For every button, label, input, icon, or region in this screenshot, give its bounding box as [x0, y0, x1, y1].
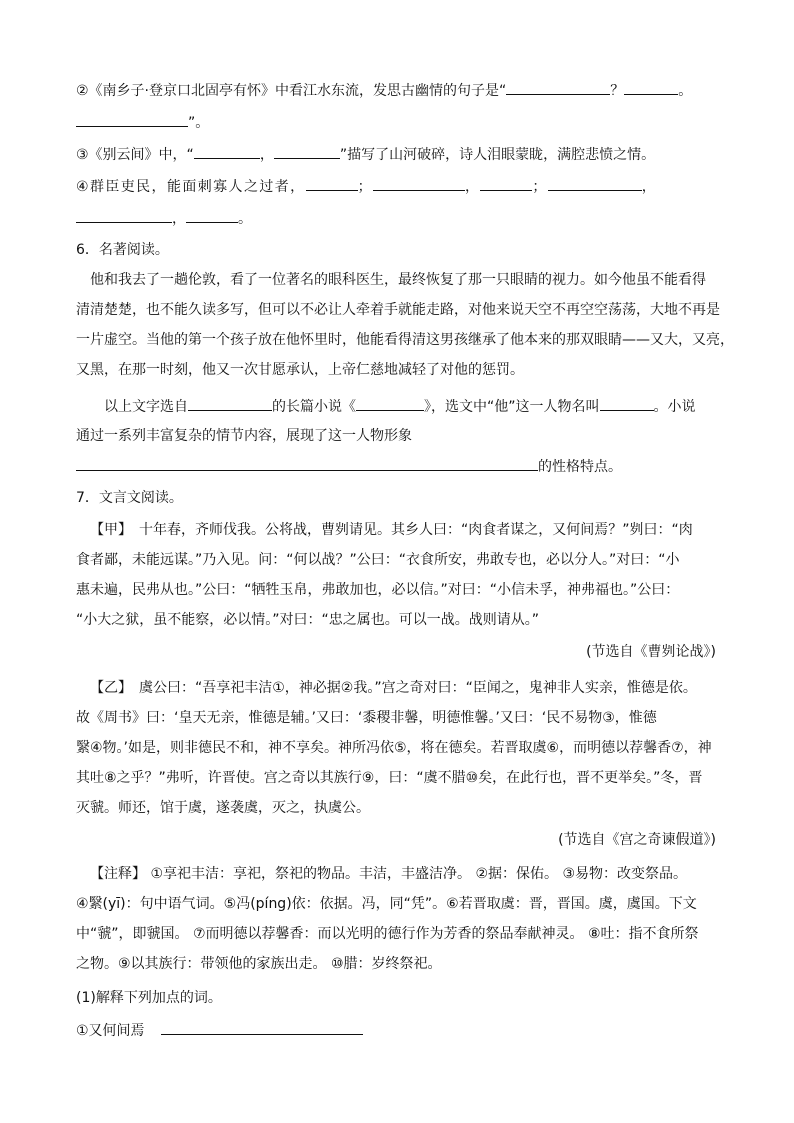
q7-yi-line: 繄④物。’如是，则非德民不和，神不享矣。神所冯依⑤，将在德矣。若晋取虞⑥，而明德以荐馨香⑦，神 — [76, 740, 712, 756]
answer-blank[interactable] — [506, 80, 610, 95]
q6-question-line1 — [104, 396, 696, 417]
answer-blank[interactable] — [76, 112, 188, 127]
q7-yi-line: 其吐⑧之乎？”弗听，许晋使。宫之奇以其族行⑨，曰：“虞不腊⑩矣，在此行也，晋不更举矣。”冬，晋 — [76, 770, 703, 786]
q6-ask-text: 的长篇小说《 — [272, 399, 356, 415]
q7-title: 7．文言文阅读。 — [76, 490, 183, 506]
q5-item4-text: ④群臣吏民，能面刺寡人之过者， — [76, 179, 306, 195]
answer-blank[interactable] — [548, 176, 642, 191]
q7-yi-line: 灭虢。师还，馆于虞，遂袭虞，灭之，执虞公。 — [76, 800, 370, 816]
semicolon: ； — [532, 179, 548, 195]
q6-question-line2: 通过一系列丰富复杂的情节内容，展现了这一人物形象 — [76, 428, 412, 444]
answer-blank[interactable] — [600, 396, 654, 411]
period: 。 — [238, 211, 252, 227]
q6-passage-line: 清清楚楚，也不能久读多写，但可以不必让人牵着手就能走路，对他来说天空不再空空荡荡，大地不再是 — [76, 302, 720, 318]
q7-jia-line: 【甲】 十年春，齐师伐我。公将战，曹刿请见。其乡人曰：“肉食者谋之，又何间焉？”刿曰：“肉 — [90, 522, 693, 538]
q5-item3 — [76, 144, 655, 165]
q7-yi-source: (节选自《宫之奇谏假道》) — [558, 832, 716, 848]
q5-item3-text: ③《别云间》中，“ — [76, 147, 194, 163]
answer-blank[interactable] — [76, 208, 172, 223]
q7-yi-line: 【乙】 虞公曰：“吾享祀丰洁①，神必据②我。”宫之奇对曰：“臣闻之，鬼神非人实亲，惟德是依。 — [90, 680, 697, 696]
q5-item2-line1 — [76, 80, 692, 101]
answer-blank[interactable] — [274, 144, 340, 159]
q7-subquestion: (1)解释下列加点的词。 — [76, 990, 222, 1006]
q5-item3-comma: ， — [259, 147, 274, 163]
q7-notes-line: 中“虢”，即虢国。 ⑦而明德以荐馨香：而以光明的德行作为芳香的祭品奉献神灵。 ⑧吐：指不食所祭 — [76, 926, 699, 942]
q6-ask-text: 》，选文中“他”这一人物名叫 — [424, 399, 600, 415]
q5-item2-text: ②《南乡子·登京口北固亭有怀》中看江水东流，发思古幽情的句子是“ — [76, 83, 507, 99]
answer-blank[interactable] — [373, 176, 465, 191]
q5-item2-line2 — [76, 112, 209, 133]
comma: ， — [172, 211, 186, 227]
q7-notes-line: 之物。⑨以其族行：带领他的家族出走。 ⑩腊：岁终祭祀。 — [76, 956, 442, 972]
comma: ， — [641, 179, 658, 195]
answer-blank[interactable] — [306, 176, 358, 191]
answer-blank[interactable] — [480, 176, 532, 191]
q6-ask-text: 。小说 — [653, 399, 696, 415]
q6-ask-text: 的性格特点。 — [538, 459, 622, 475]
q7-yi-line: 故《周书》曰：‘皇天无亲，惟德是辅。’又曰：‘黍稷非馨，明德惟馨。’又曰：‘民不易物③，惟德 — [76, 710, 657, 726]
q7-jia-line: “小大之狱，虽不能察，必以情。”对曰：“忠之属也。可以一战。战则请从。” — [76, 612, 540, 628]
q7-notes-line: 【注释】 ①享祀丰洁：享祀，祭祀的物品。丰洁，丰盛洁净。 ②据：保佑。 ③易物：改变祭品。 — [90, 866, 688, 882]
q7-jia-line: 惠未遍，民弗从也。”公曰：“牺牲玉帛，弗敢加也，必以信。”对曰：“小信未孚，神弗福也。”公曰： — [76, 582, 680, 598]
q7-subquestion-item — [76, 1020, 363, 1041]
answer-blank[interactable] — [188, 396, 272, 411]
q5-item2-question-mark: ？ — [610, 83, 625, 99]
answer-blank[interactable] — [186, 208, 238, 223]
q7-jia-line: 食者鄙，未能远谋。”乃入见。问：“何以战？”公曰：“衣食所安，弗敢专也，必以分人。”对曰：“小 — [76, 552, 680, 568]
answer-blank[interactable] — [161, 1020, 363, 1035]
answer-blank[interactable] — [76, 456, 538, 471]
q5-item2-end: ”。 — [188, 115, 210, 131]
answer-blank[interactable] — [624, 80, 678, 95]
q5-item3-text-end: ”描写了山河破碎，诗人泪眼蒙眬，满腔悲愤之情。 — [339, 147, 656, 163]
answer-blank[interactable] — [194, 144, 260, 159]
q6-passage-line: 他和我去了一趟伦敦，看了一位著名的眼科医生，最终恢复了那一只眼睛的视力。如今他虽不能看得 — [90, 272, 706, 288]
q6-passage-line: 又黑，在那一时刻，他又一次甘愿承认，上帝仁慈地减轻了对他的惩罚。 — [76, 362, 524, 378]
q5-item4-line1 — [76, 176, 657, 197]
q6-title: 6．名著阅读。 — [76, 242, 169, 258]
q6-passage-line: 一片虚空。当他的第一个孩子放在他怀里时，他能看得清这男孩继承了他本来的那双眼睛——又大，又亮， — [76, 332, 734, 348]
answer-blank[interactable] — [356, 396, 424, 411]
q6-question-line3 — [76, 456, 622, 477]
q5-item2-period: 。 — [678, 83, 693, 99]
q7-jia-source: (节选自《曹刿论战》) — [586, 644, 716, 660]
comma: ， — [464, 179, 481, 195]
q7-sub-item-text: ①又何间焉 — [76, 1023, 145, 1039]
q5-item4-line2 — [76, 208, 252, 229]
q7-notes-line: ④繄(yī)：句中语气词。⑤冯(píng)依：依据。冯，同“凭”。⑥若晋取虞：晋，晋国。虞，虞国。下文 — [76, 896, 697, 912]
semicolon: ； — [357, 179, 373, 195]
q6-ask-text: 以上文字选自 — [104, 399, 188, 415]
